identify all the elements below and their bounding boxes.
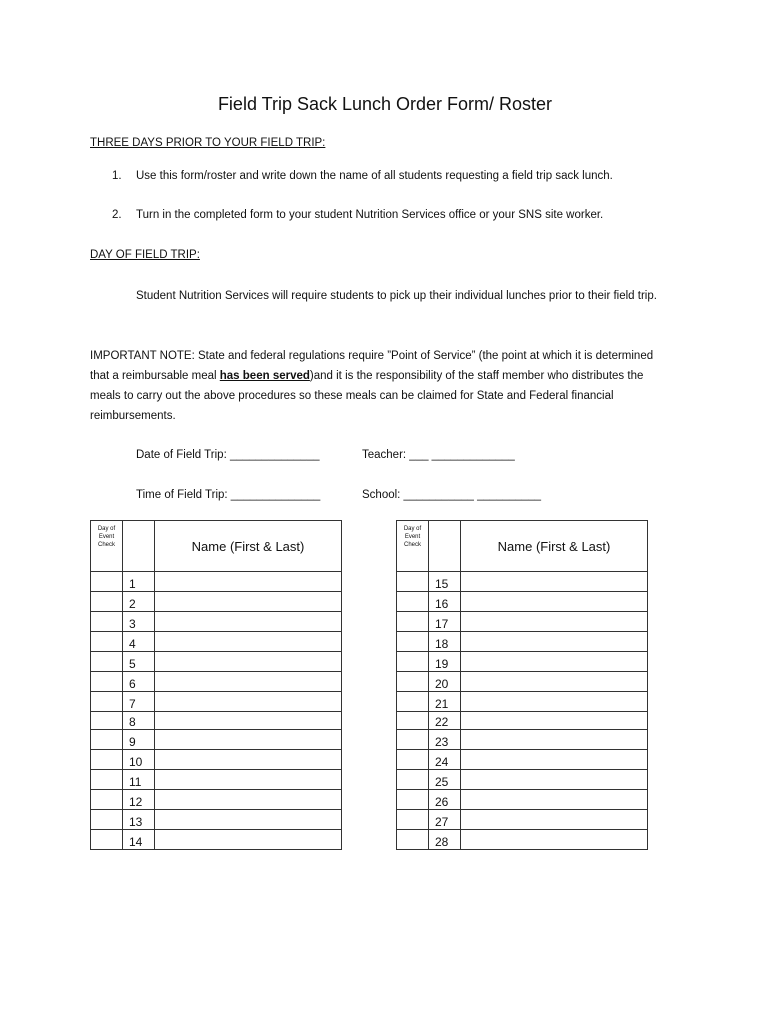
row-number: 19 [429, 652, 461, 672]
note-text-before: IMPORTANT NOTE: State and federal regulations require ”Point of Service” (the point at which it is determined that a reimbursable meal [90, 350, 654, 382]
student-name-cell[interactable] [155, 672, 342, 692]
roster-row [397, 692, 648, 712]
student-name-cell[interactable] [461, 790, 648, 810]
roster-row [397, 652, 648, 672]
time-field[interactable]: Time of Field Trip: ______________ [136, 489, 321, 501]
instruction-text: Turn in the completed form to your student Nutrition Services office or your SNS site worker. [136, 209, 604, 221]
event-check-cell[interactable] [397, 612, 429, 632]
row-number: 8 [123, 712, 155, 730]
student-name-cell[interactable] [155, 692, 342, 712]
event-check-cell[interactable] [91, 712, 123, 730]
event-check-cell[interactable] [397, 692, 429, 712]
roster-row [91, 830, 342, 850]
event-check-cell[interactable] [91, 672, 123, 692]
student-name-cell[interactable] [461, 810, 648, 830]
roster-row [91, 790, 342, 810]
row-number: 14 [123, 830, 155, 850]
roster-row [91, 632, 342, 652]
row-number: 27 [429, 810, 461, 830]
important-note [90, 346, 670, 426]
roster-row [397, 750, 648, 770]
student-name-cell[interactable] [155, 572, 342, 592]
event-check-cell[interactable] [91, 652, 123, 672]
event-check-cell[interactable] [397, 592, 429, 612]
row-number: 11 [123, 770, 155, 790]
row-number: 28 [429, 830, 461, 850]
row-number: 23 [429, 730, 461, 750]
row-number: 25 [429, 770, 461, 790]
student-name-cell[interactable] [461, 830, 648, 850]
instruction-text: Use this form/roster and write down the name of all students requesting a field trip sack lunch. [136, 170, 613, 182]
roster-row [397, 810, 648, 830]
roster-row [91, 810, 342, 830]
student-name-cell[interactable] [155, 712, 342, 730]
event-check-cell[interactable] [397, 730, 429, 750]
roster-table-left [90, 520, 342, 850]
event-check-cell[interactable] [397, 632, 429, 652]
event-check-cell[interactable] [397, 672, 429, 692]
student-name-cell[interactable] [155, 632, 342, 652]
page-title: Field Trip Sack Lunch Order Form/ Roster [217, 94, 553, 114]
event-check-cell[interactable] [91, 692, 123, 712]
row-number: 3 [123, 612, 155, 632]
row-number: 13 [123, 810, 155, 830]
event-check-cell[interactable] [397, 750, 429, 770]
student-name-cell[interactable] [155, 790, 342, 810]
roster-row [91, 730, 342, 750]
name-column-header: Name (First & Last) [461, 521, 648, 572]
roster-row [397, 672, 648, 692]
student-name-cell[interactable] [155, 810, 342, 830]
student-name-cell[interactable] [461, 712, 648, 730]
roster-row [91, 592, 342, 612]
event-check-cell[interactable] [397, 830, 429, 850]
student-name-cell[interactable] [461, 572, 648, 592]
roster-row [397, 730, 648, 750]
instruction-item-1 [112, 170, 613, 182]
roster-row [397, 712, 648, 730]
row-number: 7 [123, 692, 155, 712]
student-name-cell[interactable] [461, 592, 648, 612]
event-check-cell[interactable] [91, 572, 123, 592]
roster-header-row [91, 521, 342, 572]
row-number: 2 [123, 592, 155, 612]
section-heading-prior: THREE DAYS PRIOR TO YOUR FIELD TRIP: [90, 137, 326, 149]
roster-row [397, 632, 648, 652]
date-field[interactable]: Date of Field Trip: ______________ [136, 449, 320, 461]
row-number: 10 [123, 750, 155, 770]
row-number: 4 [123, 632, 155, 652]
row-number: 6 [123, 672, 155, 692]
section-heading-day-of: DAY OF FIELD TRIP: [90, 249, 200, 261]
roster-row [397, 612, 648, 632]
row-number: 20 [429, 672, 461, 692]
row-number: 1 [123, 572, 155, 592]
roster-row [91, 672, 342, 692]
event-check-cell[interactable] [397, 652, 429, 672]
roster-row [91, 770, 342, 790]
event-check-cell[interactable] [91, 810, 123, 830]
instruction-number: 1. [112, 170, 122, 182]
roster-row [91, 572, 342, 592]
event-check-cell[interactable] [397, 572, 429, 592]
student-name-cell[interactable] [461, 770, 648, 790]
row-number: 24 [429, 750, 461, 770]
event-check-cell[interactable] [91, 770, 123, 790]
student-name-cell[interactable] [155, 652, 342, 672]
roster-row [397, 770, 648, 790]
note-text-after: )and it is the responsibility of the staff member who distributes the meals to carry out the above procedures so these meals can be claimed for State and Federal financial reimbursements. [90, 370, 644, 422]
number-column-header [123, 521, 155, 572]
roster-row [397, 592, 648, 612]
student-name-cell[interactable] [155, 830, 342, 850]
roster-row [91, 712, 342, 730]
student-name-cell[interactable] [155, 730, 342, 750]
instruction-item-2 [112, 209, 603, 221]
row-number: 18 [429, 632, 461, 652]
student-name-cell[interactable] [155, 750, 342, 770]
roster-table-right [396, 520, 648, 850]
event-check-cell[interactable] [91, 730, 123, 750]
event-check-cell[interactable] [91, 632, 123, 652]
row-number: 15 [429, 572, 461, 592]
event-check-cell[interactable] [91, 612, 123, 632]
event-check-cell[interactable] [397, 770, 429, 790]
roster-row [397, 830, 648, 850]
event-check-cell[interactable] [91, 790, 123, 810]
instruction-number: 2. [112, 209, 122, 221]
student-name-cell[interactable] [461, 632, 648, 652]
row-number: 9 [123, 730, 155, 750]
roster-row [397, 572, 648, 592]
student-name-cell[interactable] [461, 730, 648, 750]
event-check-cell[interactable] [397, 790, 429, 810]
event-check-cell[interactable] [91, 750, 123, 770]
event-check-cell[interactable] [91, 592, 123, 612]
event-check-cell[interactable] [397, 810, 429, 830]
roster-row [91, 612, 342, 632]
row-number: 21 [429, 692, 461, 712]
event-check-cell[interactable] [91, 830, 123, 850]
roster-header-row [397, 521, 648, 572]
row-number: 17 [429, 612, 461, 632]
check-column-header: Day of Event Check [91, 521, 123, 572]
roster-row [91, 750, 342, 770]
event-check-cell[interactable] [397, 712, 429, 730]
row-number: 12 [123, 790, 155, 810]
number-column-header [429, 521, 461, 572]
student-name-cell[interactable] [461, 750, 648, 770]
student-name-cell[interactable] [461, 612, 648, 632]
roster-row [91, 692, 342, 712]
row-number: 16 [429, 592, 461, 612]
roster-row [91, 652, 342, 672]
row-number: 5 [123, 652, 155, 672]
school-field[interactable]: School: ___________ __________ [362, 489, 542, 501]
row-number: 22 [429, 712, 461, 730]
check-column-header: Day of Event Check [397, 521, 429, 572]
student-name-cell[interactable] [461, 692, 648, 712]
student-name-cell[interactable] [155, 592, 342, 612]
day-of-paragraph: Student Nutrition Services will require students to pick up their individual lunches prior to their field trip. [136, 290, 657, 302]
student-name-cell[interactable] [461, 652, 648, 672]
note-bold-text: has been served [219, 370, 310, 382]
roster-row [397, 790, 648, 810]
student-name-cell[interactable] [155, 770, 342, 790]
row-number: 26 [429, 790, 461, 810]
student-name-cell[interactable] [155, 612, 342, 632]
student-name-cell[interactable] [461, 672, 648, 692]
name-column-header: Name (First & Last) [155, 521, 342, 572]
teacher-field[interactable]: Teacher: ___ _____________ [362, 449, 515, 461]
